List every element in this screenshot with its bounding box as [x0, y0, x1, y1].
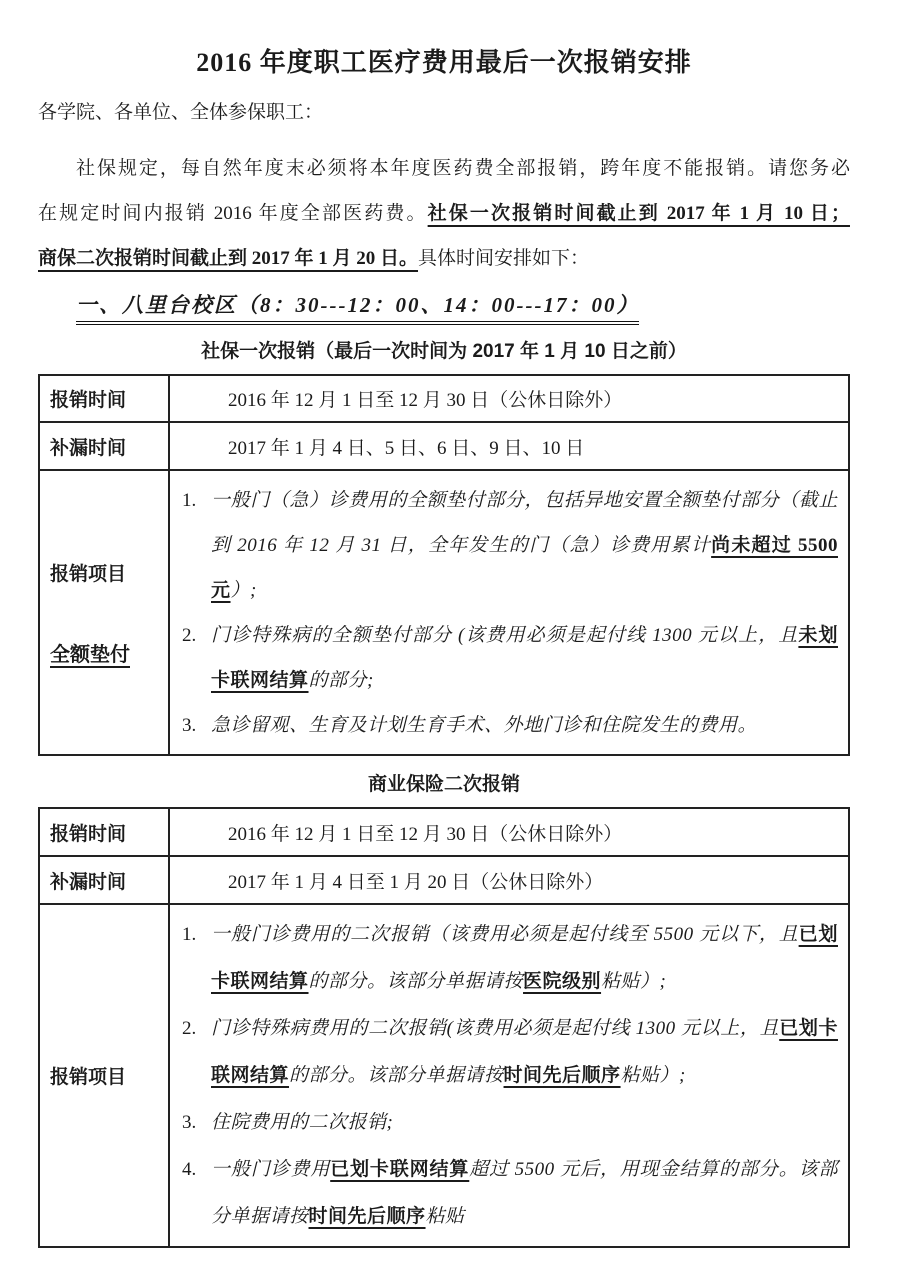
- items-sublabel: 全额垫付: [50, 643, 130, 666]
- items-list: [169, 904, 849, 1247]
- list-item: [182, 1005, 838, 1099]
- commercial-insurance-table: [38, 807, 850, 1248]
- intro-paragraph: [38, 146, 850, 281]
- item-number: 1.: [182, 924, 197, 945]
- deadline-social-emphasis: 社保一次报销时间截止到 2017 年 1 月 10 日；: [427, 203, 850, 224]
- row-label: 报销项目: [39, 904, 169, 1247]
- campus-heading-row: [76, 289, 850, 323]
- intro-text: 具体时间安排如下：: [418, 248, 590, 269]
- item-text: 门诊特殊病的全额垫付部分 (该费用必须是起付线 1300 元以上，且未划卡联网结算的部分;: [211, 624, 838, 691]
- item-number: 2.: [182, 1018, 197, 1039]
- list-item: [182, 703, 838, 748]
- row-label: 报销时间: [39, 375, 169, 422]
- commercial-table-header: 商业保险二次报销: [367, 774, 520, 795]
- list-item: [182, 1099, 838, 1146]
- social-insurance-table: [38, 374, 850, 756]
- table-row: [39, 808, 849, 856]
- list-item: [182, 613, 838, 703]
- items-label: 报销项目: [50, 563, 127, 585]
- table-row: [39, 904, 849, 1247]
- table-row: [39, 856, 849, 904]
- item-text: 门诊特殊病费用的二次报销(该费用必须是起付线 1300 元以上，且已划卡联网结算的部分。该部分单据请按时间先后顺序粘贴）;: [211, 1018, 838, 1086]
- item-text: 住院费用的二次报销;: [211, 1112, 394, 1133]
- campus-heading: 一、八里台校区（8：30---12：00、14：00---17：00）: [76, 289, 639, 325]
- table-row: [39, 422, 849, 470]
- row-label: 报销时间: [39, 808, 169, 856]
- item-text: 急诊留观、生育及计划生育手术、外地门诊和住院发生的费用。: [211, 714, 758, 736]
- list-item: [182, 911, 838, 1005]
- intro-text: 社保规定，每自然年度末必须将本年度医药费全部报销，跨年度不能报销。请您务必: [76, 158, 850, 179]
- row-label: 补漏时间: [39, 856, 169, 904]
- item-number: 4.: [182, 1159, 197, 1180]
- table-row: [39, 470, 849, 755]
- row-value: 2016 年 12 月 1 日至 12 月 30 日（公休日除外）: [169, 808, 849, 856]
- social-table-header: 社保一次报销（最后一次时间为 2017 年 1 月 10 日之前）: [201, 341, 687, 362]
- item-number: 2.: [182, 624, 197, 646]
- item-text: 一般门（急）诊费用的全额垫付部分，包括异地安置全额垫付部分（截止到 2016 年 12 月 31 日，全年发生的门（急）诊费用累计尚未超过 5500 元）;: [211, 489, 838, 601]
- row-label: 补漏时间: [39, 422, 169, 470]
- table-row: [39, 375, 849, 422]
- item-number: 3.: [182, 714, 197, 736]
- items-list: [169, 470, 849, 755]
- item-text: 一般门诊费用的二次报销（该费用必须是起付线至 5500 元以下，且已划卡联网结算的部分。该部分单据请按医院级别粘贴）;: [211, 924, 838, 992]
- list-item: [182, 478, 838, 613]
- row-value: 2017 年 1 月 4 日、5 日、6 日、9 日、10 日: [169, 422, 849, 470]
- row-label-stack: [39, 470, 169, 755]
- intro-text: 在规定时间内报销 2016 年度全部医药费。: [38, 203, 428, 224]
- row-value: 2017 年 1 月 4 日至 1 月 20 日（公休日除外）: [169, 856, 849, 904]
- item-number: 3.: [182, 1112, 197, 1133]
- list-item: [182, 1146, 838, 1240]
- intro-line-3: [38, 236, 850, 281]
- deadline-commercial-emphasis: 商保二次报销时间截止到 2017 年 1 月 20 日。: [38, 248, 419, 269]
- row-value: 2016 年 12 月 1 日至 12 月 30 日（公休日除外）: [169, 375, 849, 422]
- intro-line-2: [38, 191, 850, 236]
- salutation-line: 各学院、各单位、全体参保职工：: [38, 102, 324, 123]
- intro-line-1: [38, 146, 850, 191]
- doc-title: 2016 年度职工医疗费用最后一次报销安排: [196, 48, 692, 77]
- item-number: 1.: [182, 489, 197, 511]
- item-text: 一般门诊费用已划卡联网结算超过 5500 元后，用现金结算的部分。该部分单据请按时间先后顺序粘贴: [211, 1159, 838, 1227]
